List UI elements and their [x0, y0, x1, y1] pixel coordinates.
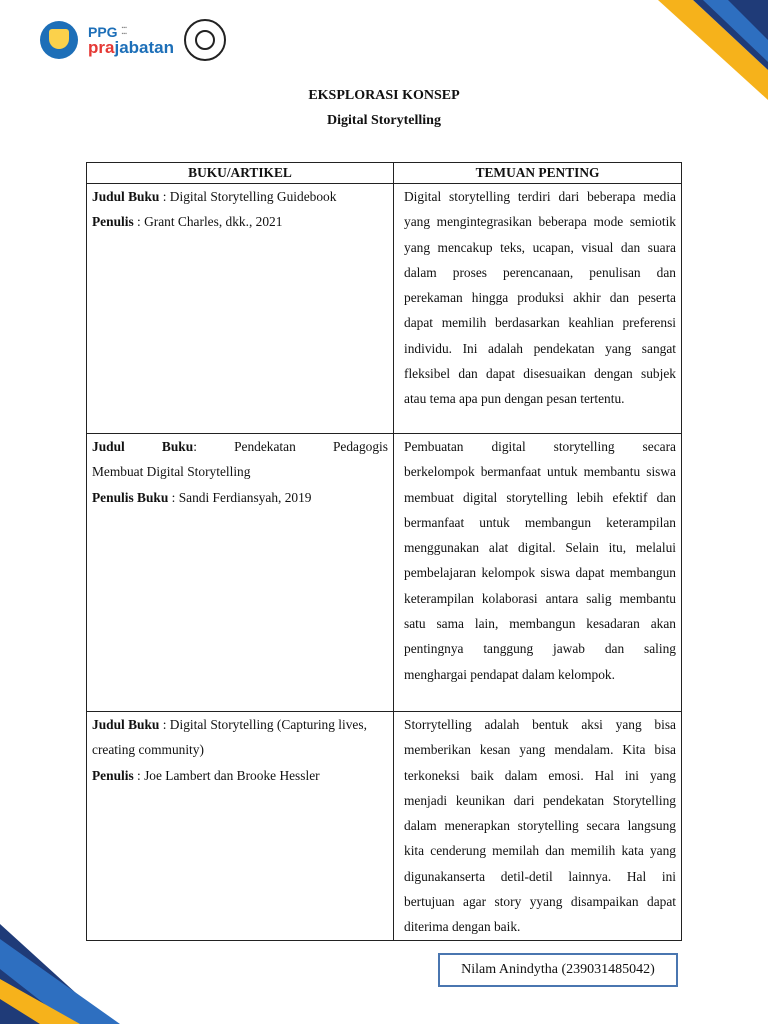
- ppg-tagline-icon: ▪▪▪ ▪▪▪: [121, 25, 127, 37]
- page-title: EKSPLORASI KONSEP: [308, 88, 460, 103]
- findings-cell: [394, 184, 682, 434]
- title-label: Judul Buku: [92, 717, 160, 732]
- author-value: : Joe Lambert dan Brooke Hessler: [133, 767, 320, 783]
- book-cell: [87, 712, 394, 941]
- page-subtitle: Digital Storytelling: [327, 113, 441, 128]
- col-header-book: BUKU/ARTIKEL: [87, 163, 394, 184]
- findings-text: Storrytelling adalah bentuk aksi yang bisa memberikan kesan yang mendalam. Kita bisa terkoneksi baik dalam emosi. Hal ini yang menjadi keunikan dari pendekatan Storytelling dalam menerapkan storytelling secara langsung kita cenderung memilah dan memilih kata yang digunakanserta detil-detil lainnya. Hal ini bertujuan agar story yyang disampaikan dapat diterima dengan baik.: [404, 717, 676, 935]
- table-row: [87, 712, 682, 941]
- title-value: : Digital Storytelling Guidebook: [159, 189, 337, 204]
- title-label: Judul Buku: [92, 439, 194, 454]
- title-value-continued: Membuat Digital Storytelling: [92, 464, 251, 480]
- table-row: [87, 184, 682, 434]
- author-value: : Grant Charles, dkk., 2021: [133, 214, 283, 230]
- findings-cell: [394, 434, 682, 712]
- ppg-prajabatan-logo: [88, 25, 174, 56]
- university-seal-icon: [184, 19, 226, 61]
- jabatan-label: jabatan: [114, 37, 174, 57]
- exploration-table: [86, 162, 682, 941]
- author-label: Penulis Buku: [92, 489, 169, 505]
- book-cell: [87, 434, 394, 712]
- findings-cell: [394, 712, 682, 941]
- findings-text: Digital storytelling terdiri dari beberapa media yang mengintegrasikan beberapa mode semiotik yang mencakup teks, ucapan, visual dan suara dalam proses perencanaan, penulisan dan perekaman hingga produksi akhir dan peserta dapat memilih berdasarkan keahlian preferensi individu. Ini adalah pendekatan yang sangat fleksibel dan dapat disesuaikan dengan subjek atau tema apa pun dengan pesan tertentu.: [404, 189, 676, 407]
- title-value: : Pendekatan Pedagogis: [193, 439, 388, 454]
- table-row: [87, 434, 682, 712]
- author-name-box: Nilam Anindytha (239031485042): [438, 953, 678, 987]
- pra-label: pra: [88, 37, 115, 57]
- ppg-label: PPG: [88, 23, 118, 40]
- title-label: Judul Buku: [92, 189, 160, 204]
- title-value: : Digital Storytelling (Capturing lives, creating community): [92, 717, 367, 758]
- col-header-findings: TEMUAN PENTING: [394, 163, 682, 184]
- header-logos: [40, 16, 226, 64]
- author-label: Penulis: [92, 767, 134, 783]
- author-label: Penulis: [92, 214, 134, 230]
- findings-text: Pembuatan digital storytelling secara berkelompok bermanfaat untuk membantu siswa membuat digital storytelling lebih efektif dan bermanfaat untuk membangun keterampilan menggunakan alat digital. Selain itu, melalui pembelajaran kelompok siswa dapat membangun keterampilan kolaborasi antara salig membantu satu sama lain, membangun kesadaran akan pentingnya tanggung jawab dan saling menghargai pendapat dalam kelompok.: [404, 439, 676, 682]
- kemendikbud-logo-icon: [40, 21, 78, 59]
- author-value: : Sandi Ferdiansyah, 2019: [168, 489, 312, 505]
- book-cell: [87, 184, 394, 434]
- table-header-row: [87, 163, 682, 184]
